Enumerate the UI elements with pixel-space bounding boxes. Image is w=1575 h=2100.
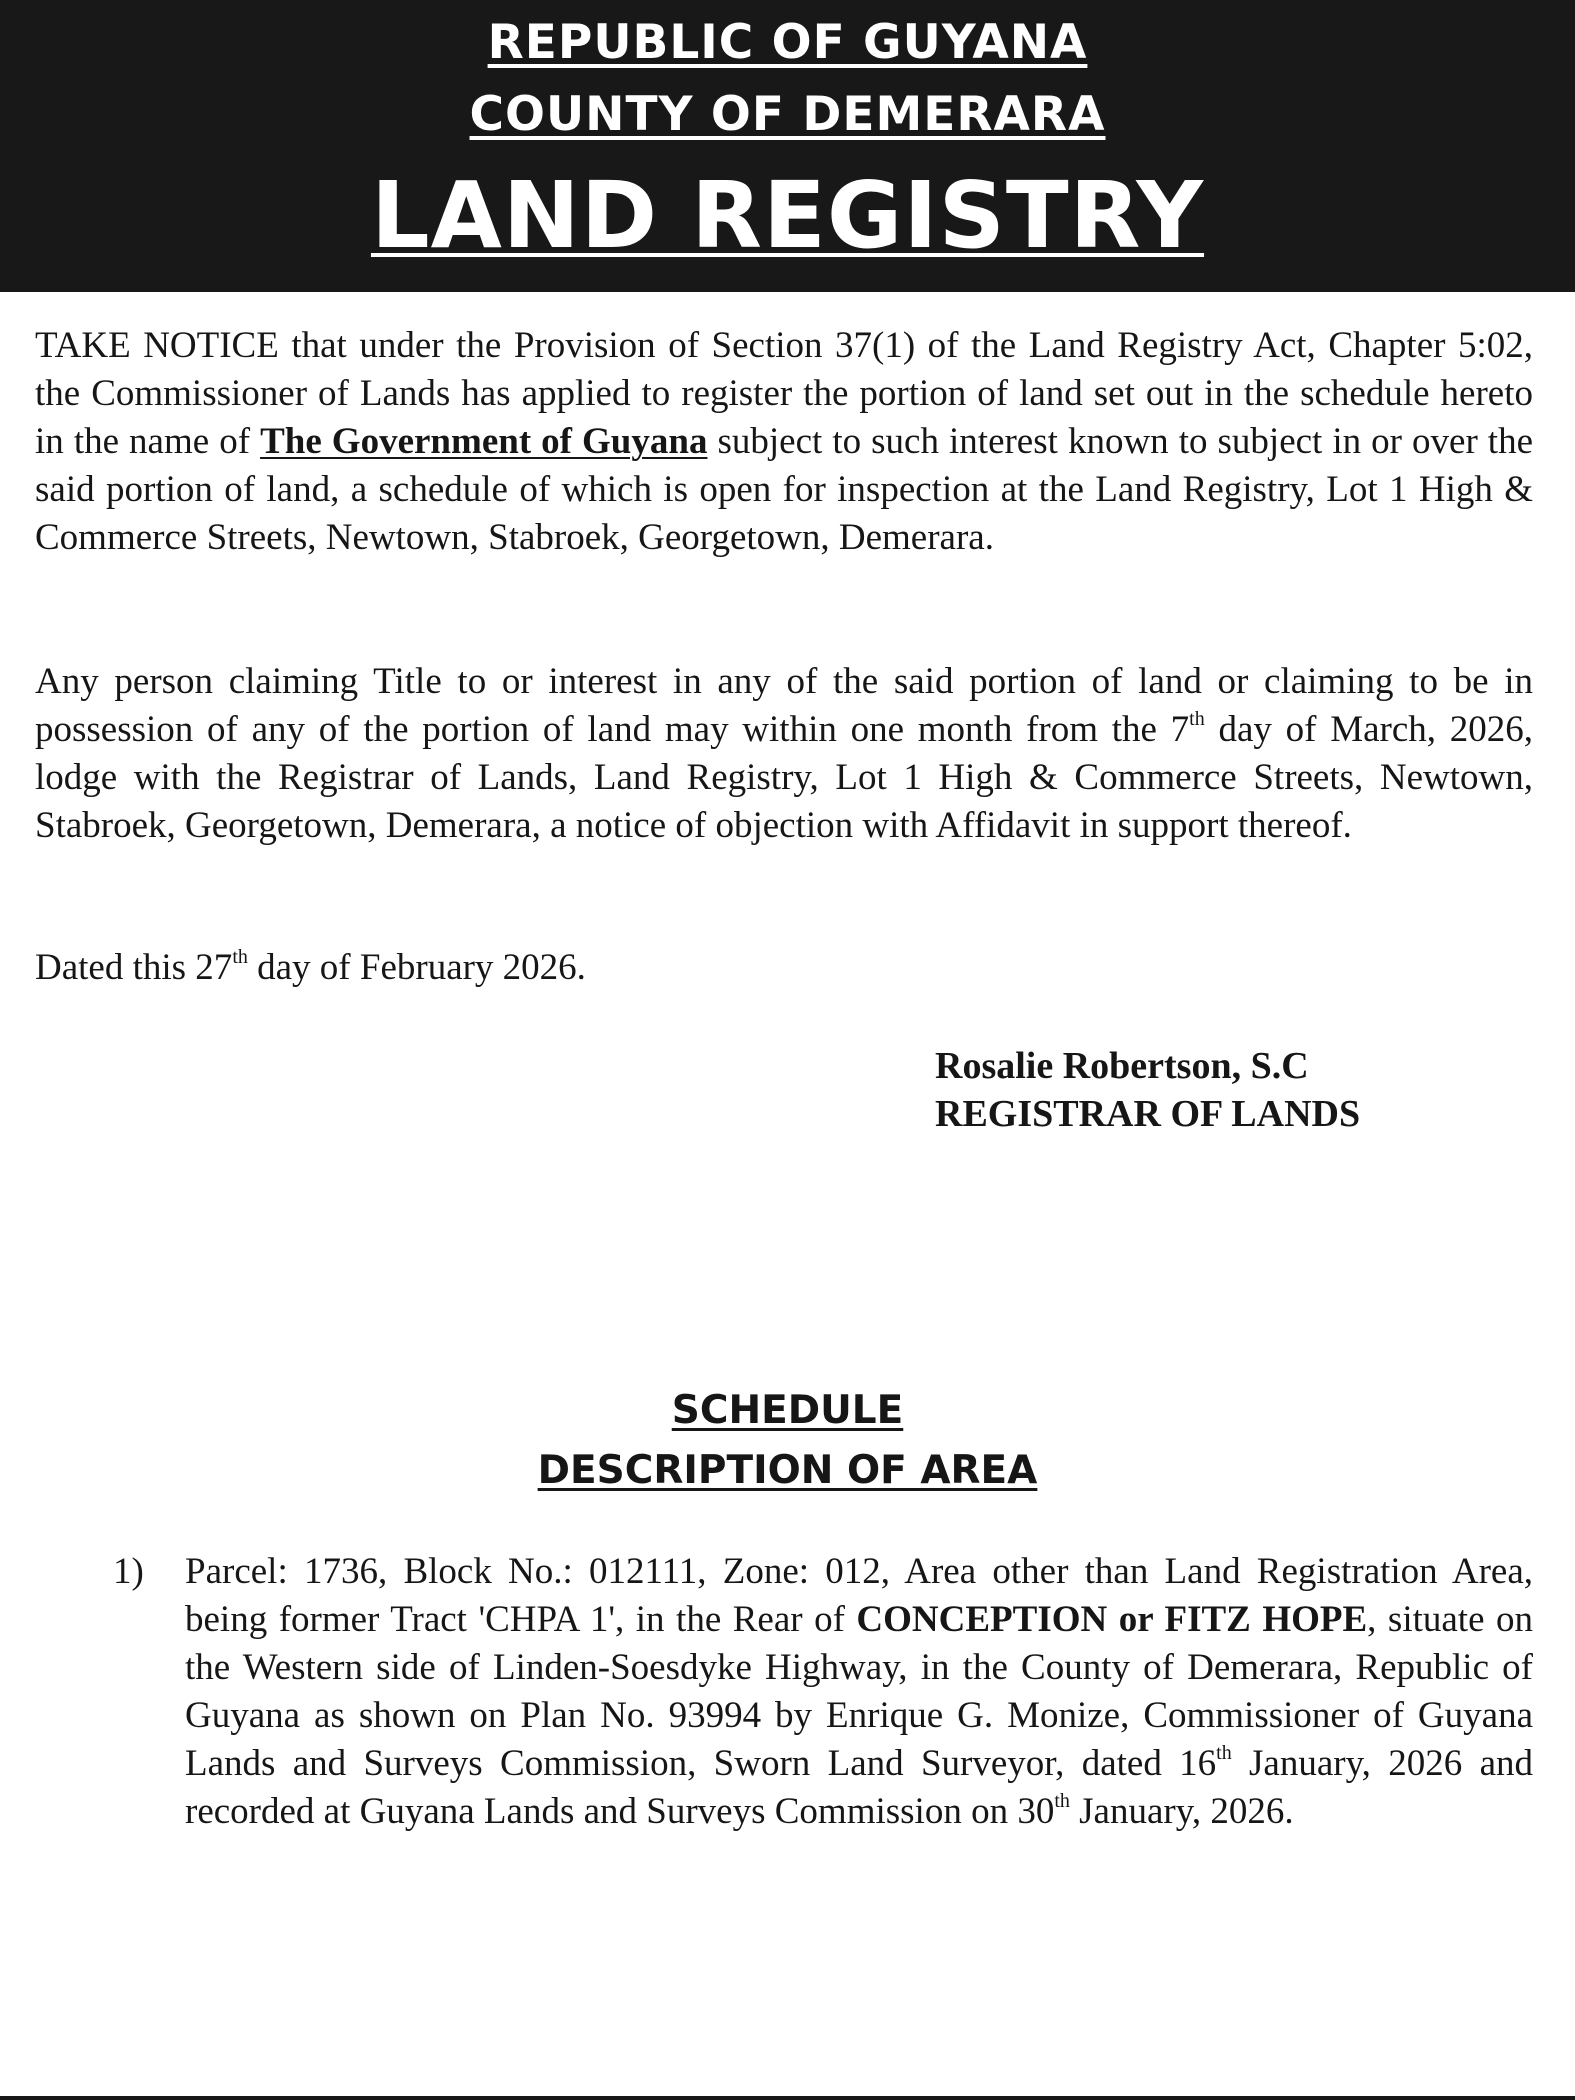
header-title: LAND REGISTRY [370,162,1205,269]
applicant-name: The Government of Guyana [260,421,708,462]
header-banner [0,0,1575,292]
schedule-heading: SCHEDULE [671,1388,904,1433]
property-name: CONCEPTION or FITZ HOPE [856,1599,1368,1640]
bottom-border [0,2096,1575,2100]
signatory-name: Rosalie Robertson, S.C [935,1045,1309,1087]
signatory-title: REGISTRAR OF LANDS [935,1093,1361,1135]
schedule-item-text: Parcel: 1736, Block No.: 012111, Zone: 012, Area other than Land Registration Area, being former Tract 'CHPA 1', in the Rear of CONCEPTION or FITZ HOPE, situate on the Western side of Linden-Soesdyke Highway, in the County of Demerara, Republic of Guyana as shown on Plan No. 93994 by Enrique G. Monize, Commissioner of Guyana Lands and Surveys Commission, Sworn Land Surveyor, dated 16th January, 2026 and recorded at Guyana Lands and Surveys Commission on 30th January, 2026. [185,1551,1534,1832]
schedule-subheading: DESCRIPTION OF AREA [537,1448,1038,1493]
dated-line: Dated this 27th day of February 2026. [35,946,586,988]
signature-block [935,1042,1360,1138]
schedule-item-number: 1) [113,1551,144,1592]
header-county: COUNTY OF DEMERARA [469,87,1106,142]
notice-paragraph-1: TAKE NOTICE that under the Provision of Section 37(1) of the Land Registry Act, Chapter 5:02, the Commissioner of Lands has applied to register the portion of land set out in the schedule hereto in the name of The Government of Guyana subject to such interest known to subject in or over the said portion of land, a schedule of which is open for inspection at the Land Registry, Lot 1 High & Commerce Streets, Newtown, Stabroek, Georgetown, Demerara. [35,325,1533,558]
header-country: REPUBLIC OF GUYANA [487,15,1088,70]
notice-paragraph-2: Any person claiming Title to or interest in any of the said portion of land or claiming to be in possession of any of the portion of land may within one month from the 7th day of March, 2026, lodge with the Registrar of Lands, Land Registry, Lot 1 High & Commerce Streets, Newtown, Stabroek, Georgetown, Demerara, a notice of objection with Affidavit in support thereof. [35,661,1533,846]
